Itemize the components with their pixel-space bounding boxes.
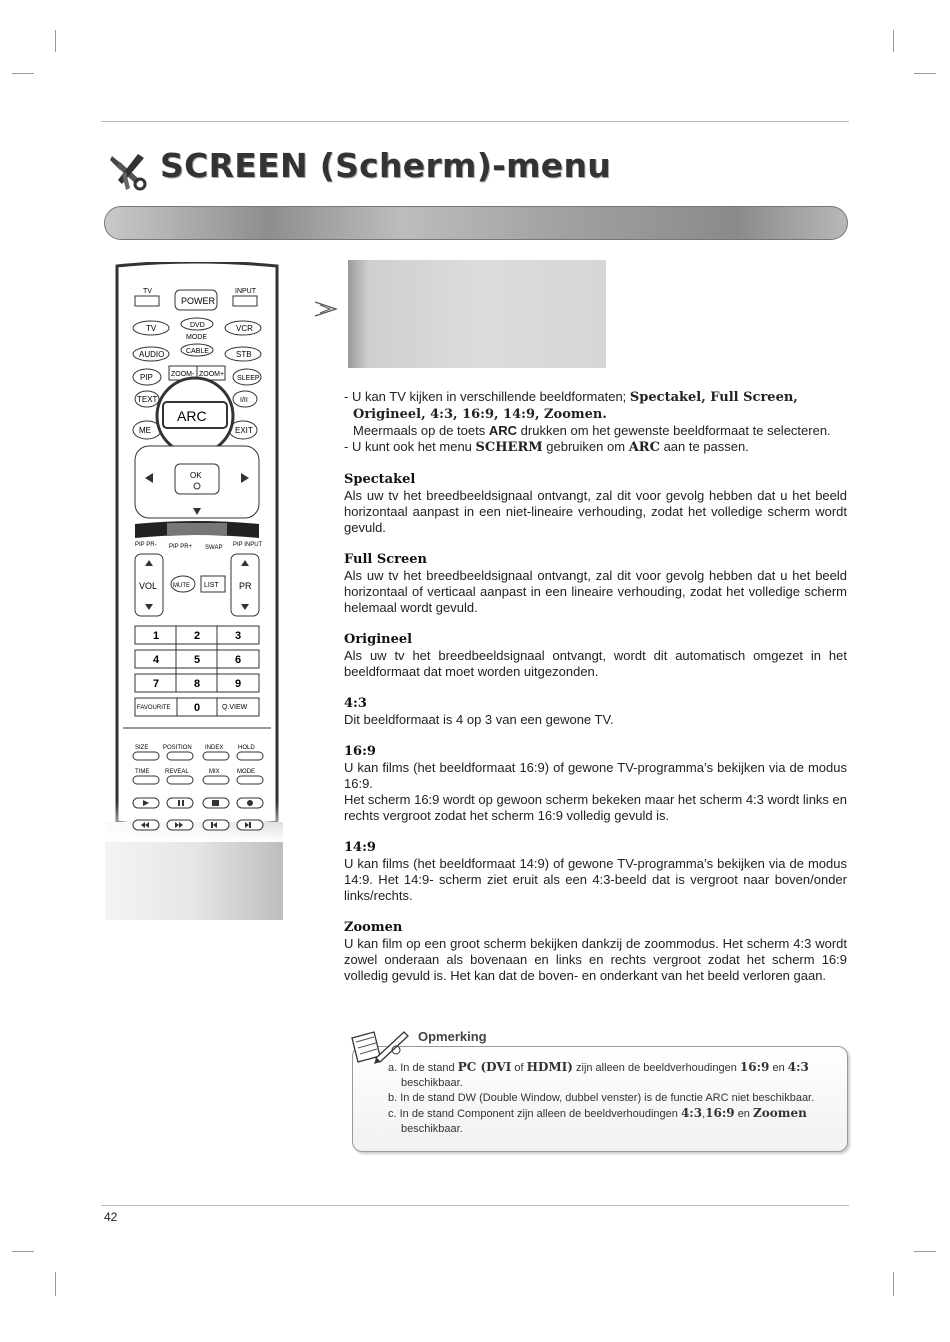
svg-text:AUDIO: AUDIO — [139, 350, 165, 359]
section-body: Als uw tv het breedbeeldsignaal ontvangt, zal dit voor gevolg hebben dat u het beeld horizontaal aanpast in een niet-lineaire verhouding, zodat het volledige scherm wordt gevuld. — [344, 488, 847, 535]
svg-text:PIP PR+: PIP PR+ — [169, 544, 193, 550]
svg-text:DVD: DVD — [190, 322, 205, 329]
svg-text:STB: STB — [236, 350, 252, 359]
svg-text:9: 9 — [235, 678, 242, 690]
svg-text:5: 5 — [194, 654, 201, 666]
screen-preview-image — [348, 260, 606, 368]
svg-text:VOL: VOL — [139, 581, 158, 591]
note-list — [388, 1060, 844, 1137]
crop-mark — [55, 1272, 56, 1296]
section-body: Als uw tv het breedbeeldsignaal ontvangt, zal dit voor gevolg hebben dat u het beeld horizontaal of verticaal aanpast in een lineaire verhouding, zodat het volledige scherm helemaal wordt gevuld. — [344, 568, 847, 615]
svg-text:ZOOM-: ZOOM- — [171, 371, 195, 378]
svg-text:4: 4 — [153, 654, 160, 666]
bottom-rule — [101, 1205, 849, 1206]
svg-text:INDEX: INDEX — [205, 745, 224, 751]
svg-text:6: 6 — [235, 654, 242, 666]
svg-text:TV: TV — [146, 324, 157, 333]
crop-mark — [55, 30, 56, 52]
svg-text:ZOOM+: ZOOM+ — [199, 371, 225, 378]
svg-text:8: 8 — [194, 678, 201, 690]
svg-text:MODE: MODE — [186, 334, 207, 341]
svg-text:0: 0 — [194, 702, 201, 714]
note-item-a: a. In de stand PC (DVI of HDMI) zijn alleen de beeldverhoudingen 16:9 en 4:3 beschikbaar. — [388, 1060, 809, 1089]
svg-text:TEXT: TEXT — [137, 395, 158, 404]
section-body: U kan films (het beeldformaat 16:9) of gewone TV-programma’s bekijken via de modus 16:9. — [344, 760, 847, 791]
arrow-pointer-icon — [314, 300, 338, 318]
svg-text:I/II: I/II — [240, 397, 248, 404]
svg-text:PIP PR-: PIP PR- — [135, 542, 157, 548]
svg-text:VCR: VCR — [236, 324, 253, 333]
svg-text:7: 7 — [153, 678, 160, 690]
svg-text:REVEAL: REVEAL — [165, 769, 189, 775]
top-rule — [101, 121, 849, 122]
svg-text:OK: OK — [190, 471, 202, 480]
svg-text:MODE: MODE — [237, 769, 255, 775]
crop-mark — [914, 73, 936, 74]
svg-text:FAVOURITE: FAVOURITE — [137, 705, 171, 711]
section-body: U kan films (het beeldformaat 14:9) of gewone TV-programma’s bekijken via de modus 14:9. Het 14:9- scherm ziet eruit als een 4:3-beeld dat is vergroot naar boven/onder links/rechts. — [344, 856, 847, 903]
header-bar — [104, 206, 848, 240]
svg-text:HOLD: HOLD — [238, 745, 255, 751]
svg-text:3: 3 — [235, 630, 242, 642]
remote-control-illustration — [105, 262, 283, 920]
crop-mark — [893, 30, 894, 52]
page-title: SCREEN (Scherm)-menu — [160, 146, 612, 185]
intro-line-2: Origineel, 4:3, 16:9, 14:9, Zoomen. — [353, 407, 607, 422]
svg-text:POSITION: POSITION — [163, 745, 192, 751]
section-heading: Zoomen — [344, 920, 403, 935]
section-heading: 4:3 — [344, 696, 367, 711]
svg-text:SWAP: SWAP — [205, 545, 223, 551]
screen-tools-icon — [106, 150, 150, 192]
section-heading: 16:9 — [344, 744, 376, 759]
crop-mark — [12, 1251, 34, 1252]
svg-text:SIZE: SIZE — [135, 745, 149, 751]
input-label: INPUT — [235, 288, 256, 295]
crop-mark — [914, 1251, 936, 1252]
svg-text:LIST: LIST — [204, 582, 219, 589]
svg-text:CABLE: CABLE — [186, 348, 209, 355]
svg-text:EXIT: EXIT — [235, 426, 253, 435]
section-heading: 14:9 — [344, 840, 376, 855]
intro-line-1: - U kan TV kijken in verschillende beeldformaten; Spectakel, Full Screen, — [344, 389, 798, 405]
svg-text:PIP: PIP — [140, 373, 153, 382]
svg-text:MUTE: MUTE — [173, 583, 190, 589]
section-heading: Origineel — [344, 632, 413, 647]
intro-line-3: Meermaals op de toets ARC drukken om het gewenste beeldformaat te selecteren. — [353, 423, 831, 438]
section-body: Als uw tv het breedbeeldsignaal ontvangt, wordt dit automatisch omgezet in het beeldformaat dat moet worden uitgezonden. — [344, 648, 847, 679]
svg-text:SLEEP: SLEEP — [237, 375, 260, 382]
intro-line-4: - U kunt ook het menu SCHERM gebruiken om ARC aan te passen. — [344, 439, 749, 455]
section-heading: Spectakel — [344, 472, 416, 487]
svg-text:TIME: TIME — [135, 769, 150, 775]
crop-mark — [893, 1272, 894, 1296]
svg-text:PIP INPUT: PIP INPUT — [233, 542, 263, 548]
section-body: Dit beeldformaat is 4 op 3 van een gewone TV. — [344, 712, 614, 727]
arc-button-label: ARC — [177, 408, 207, 424]
crop-mark — [12, 73, 34, 74]
content-body — [344, 389, 847, 984]
svg-text:MIX: MIX — [209, 769, 220, 775]
svg-text:ME: ME — [139, 426, 151, 435]
note-item-c: c. In de stand Component zijn alleen de beeldverhoudingen 4:3,16:9 en Zoomen beschikbaar. — [388, 1106, 807, 1135]
svg-text:1: 1 — [153, 630, 160, 642]
note-item-b: b. In de stand DW (Double Window, dubbel venster) is de functie ARC niet beschikbaar. — [388, 1092, 815, 1104]
svg-text:Q.VIEW: Q.VIEW — [222, 704, 248, 711]
svg-text:PR: PR — [239, 581, 252, 591]
page-number: 42 — [104, 1210, 118, 1224]
note-title: Opmerking — [418, 1029, 487, 1044]
section-body: Het scherm 16:9 wordt op gewoon scherm bekeken maar het scherm 4:3 wordt links en rechts vergroot zodat het scherm 16:9 volledig gevuld is. — [344, 792, 847, 823]
section-heading: Full Screen — [344, 552, 428, 567]
tv-label: TV — [143, 288, 152, 295]
power-button-label: POWER — [181, 296, 216, 306]
section-body: U kan film op een groot scherm bekijken dankzij de zoommodus. Het scherm 4:3 wordt zowel onderaan als bovenaan en links en rechts vergroot zodat het scherm 16:9 volledig gevuld is. Het kan dat de boven- en onderkant van het beeld verloren gaan. — [344, 936, 847, 983]
svg-text:2: 2 — [194, 630, 201, 642]
